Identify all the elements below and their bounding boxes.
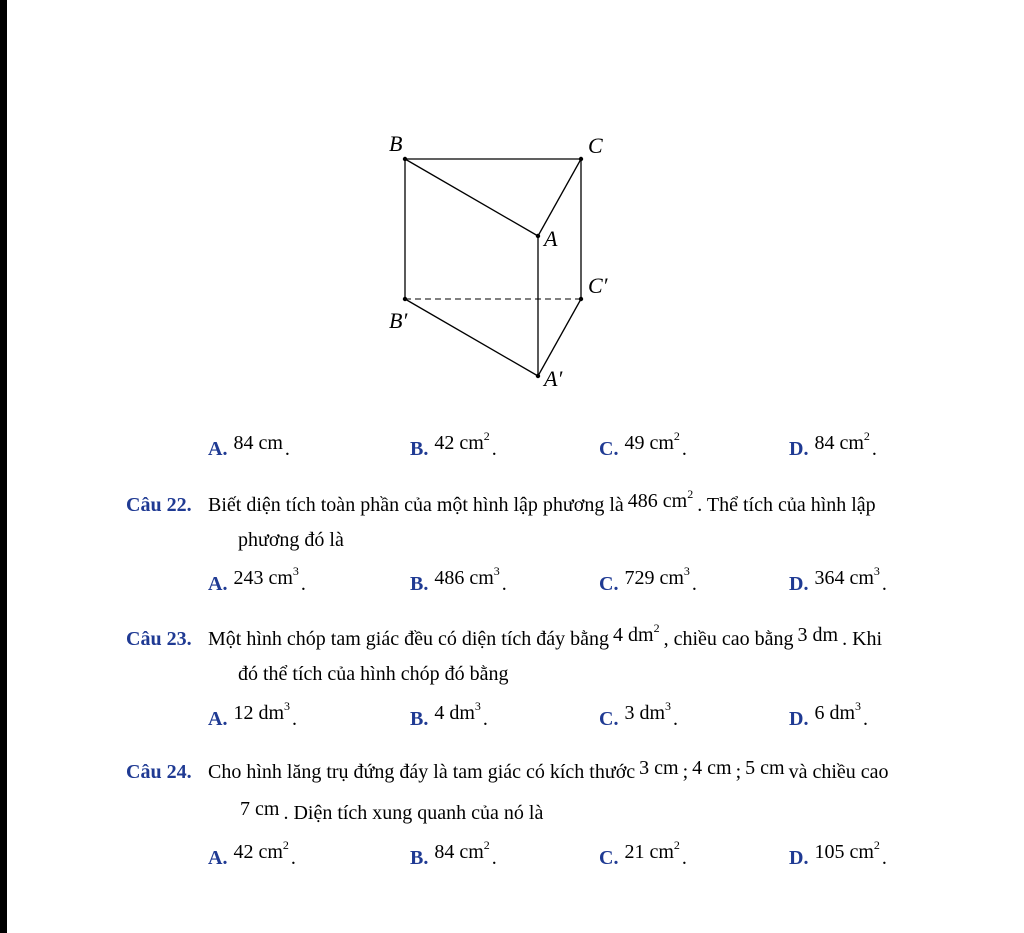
question-number: Câu 24. bbox=[126, 761, 192, 783]
prev-option-c[interactable]: C. 49 $cm^2$. bbox=[599, 429, 687, 460]
q24-option-a[interactable]: A. 42 $cm^2$. bbox=[208, 838, 296, 869]
vertex-B bbox=[403, 157, 407, 161]
prev-option-d[interactable]: D. 84 $cm^2$. bbox=[789, 429, 877, 460]
edge-CA bbox=[538, 159, 581, 236]
question-text-line2: 7 cm . Diện tích xung quanh của nó là bbox=[240, 798, 544, 824]
label-C: C bbox=[588, 133, 603, 158]
edge-BpAp bbox=[405, 299, 538, 376]
q24-option-b[interactable]: B. 84 $cm^2$. bbox=[410, 838, 497, 869]
label-A: A bbox=[544, 226, 558, 251]
label-B: B bbox=[389, 131, 403, 156]
vertex-Ap bbox=[536, 374, 540, 378]
q23-option-d[interactable]: D. 6 $dm^3$. bbox=[789, 699, 869, 730]
q22-option-c[interactable]: C. 729 $cm^3$. bbox=[599, 564, 697, 595]
question-text-line1: Một hình chóp tam giác đều có diện tích đáy bằng 4 $dm^2$ , chiều cao bằng 3 dm . Khi bbox=[208, 621, 883, 650]
question-text-line2: phương đó là bbox=[238, 529, 344, 551]
question-text-line1: Biết diện tích toàn phần của một hình lập phương là 486 $cm^2$ . Thể tích của hình lập bbox=[208, 487, 876, 516]
prev-option-b[interactable]: B. 42 $cm^2$. bbox=[410, 429, 497, 460]
question-text-line2: đó thể tích của hình chóp đó bằng bbox=[238, 663, 509, 685]
vertex-Bp bbox=[403, 297, 407, 301]
q22-option-a[interactable]: A. 243 $cm^3$. bbox=[208, 564, 306, 595]
edge-CpAp bbox=[538, 299, 581, 376]
prev-option-a[interactable]: A. 84 cm . bbox=[208, 432, 290, 460]
q23-option-c[interactable]: C. 3 $dm^3$. bbox=[599, 699, 679, 730]
q24-option-c[interactable]: C. 21 $cm^2$. bbox=[599, 838, 687, 869]
q22-option-d[interactable]: D. 364 $cm^3$. bbox=[789, 564, 887, 595]
vertex-A bbox=[536, 234, 540, 238]
q24-option-d[interactable]: D. 105 $cm^2$. bbox=[789, 838, 887, 869]
label-Ap: A′ bbox=[544, 366, 563, 391]
vertex-C bbox=[579, 157, 583, 161]
q23-option-a[interactable]: A. 12 $dm^3$. bbox=[208, 699, 298, 730]
prism-figure bbox=[370, 125, 640, 405]
edge-BA bbox=[405, 159, 538, 236]
question-number: Câu 23. bbox=[126, 628, 192, 650]
question-number: Câu 22. bbox=[126, 494, 192, 516]
question-text-line1: Cho hình lăng trụ đứng đáy là tam giác có kích thước 3 cm ; 4 cm ; 5 cm và chiều cao bbox=[208, 757, 889, 783]
label-Bp: B′ bbox=[389, 308, 408, 333]
vertex-Cp bbox=[579, 297, 583, 301]
q23-option-b[interactable]: B. 4 $dm^3$. bbox=[410, 699, 488, 730]
q22-option-b[interactable]: B. 486 $cm^3$. bbox=[410, 564, 507, 595]
label-Cp: C′ bbox=[588, 273, 608, 298]
page-edge-bar bbox=[0, 0, 7, 933]
prism-diagram bbox=[370, 125, 640, 400]
